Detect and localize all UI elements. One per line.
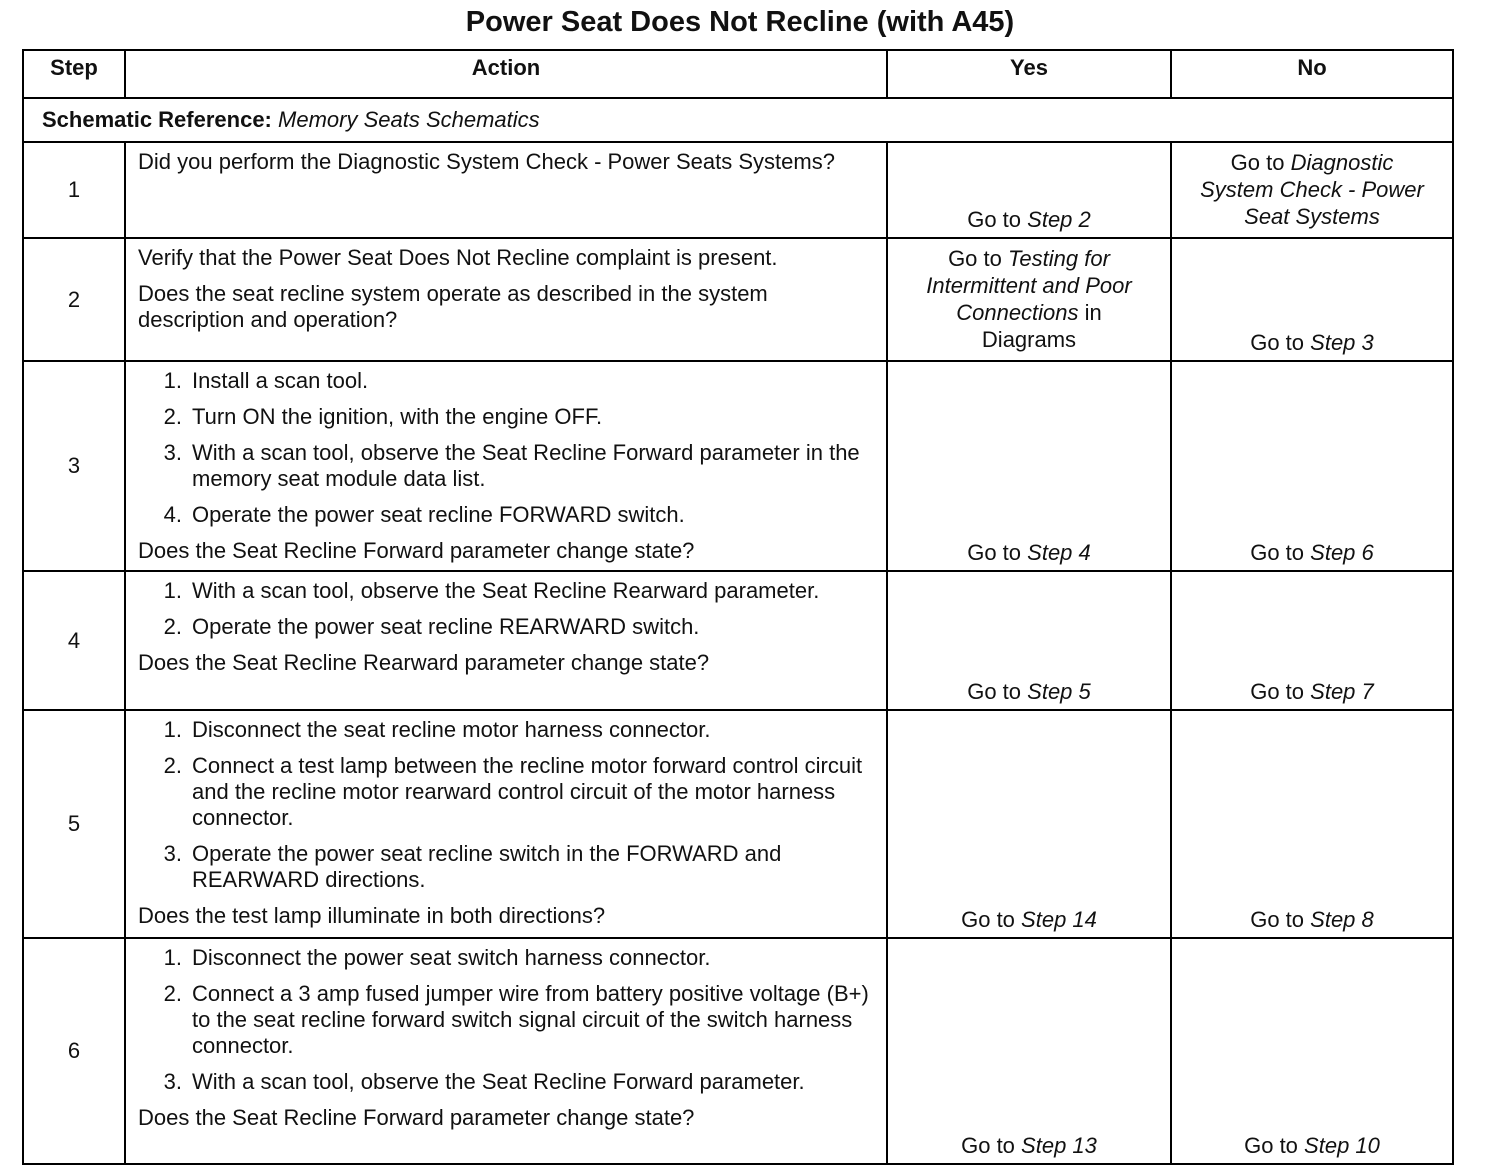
- action-question: Does the test lamp illuminate in both directions?: [138, 903, 606, 928]
- action-text: Did you perform the Diagnostic System Check - Power Seats Systems?: [138, 149, 835, 174]
- no-link[interactable]: Step 8: [1310, 907, 1374, 932]
- yes-prefix: Go to: [961, 907, 1015, 932]
- action-question: Does the seat recline system operate as described in the system description and operation?: [138, 281, 768, 332]
- header-yes: Yes: [887, 50, 1171, 98]
- yes-link[interactable]: Step 13: [1021, 1133, 1097, 1158]
- yes-link[interactable]: Step 5: [1027, 679, 1091, 704]
- no-cell: [1171, 710, 1453, 938]
- no-cell: [1171, 938, 1453, 1164]
- header-row: [23, 50, 1453, 98]
- no-link[interactable]: Step 6: [1310, 540, 1374, 565]
- no-cell: [1171, 571, 1453, 710]
- no-prefix: Go to: [1250, 330, 1305, 355]
- list-item: 2. Connect a 3 amp fused jumper wire from battery positive voltage (B+) to the seat recline forward switch signal circuit of the switch harness connector.: [163, 981, 869, 1058]
- list-item: 3. With a scan tool, observe the Seat Recline Forward parameter in the memory seat module data list.: [163, 440, 860, 491]
- no-link[interactable]: Step 3: [1310, 330, 1374, 355]
- step-number: 3: [23, 361, 125, 571]
- list-item: 1. With a scan tool, observe the Seat Recline Rearward parameter.: [163, 578, 820, 603]
- yes-cell: [887, 938, 1171, 1164]
- step-number: 1: [23, 142, 125, 238]
- no-prefix: Go to: [1230, 150, 1285, 175]
- list-item: 2. Connect a test lamp between the recline motor forward control circuit and the recline motor rearward control circuit of the motor harness connector.: [163, 753, 863, 830]
- header-action: Action: [125, 50, 887, 98]
- step-number: 4: [23, 571, 125, 710]
- table-row: [23, 361, 1453, 571]
- table-row: [23, 142, 1453, 238]
- action-cell: [125, 238, 887, 361]
- no-cell: [1171, 238, 1453, 361]
- no-prefix: Go to: [1250, 540, 1305, 565]
- yes-suffix: in Diagrams: [981, 300, 1102, 352]
- action-list: [138, 717, 876, 893]
- no-prefix: Go to: [1244, 1133, 1298, 1158]
- no-link[interactable]: Diagnostic System Check - Power Seat Systems: [1200, 150, 1424, 229]
- action-question: Does the Seat Recline Forward parameter change state?: [138, 1105, 695, 1130]
- yes-cell: [887, 710, 1171, 938]
- schematic-reference: [23, 98, 1453, 142]
- step-number: 6: [23, 938, 125, 1164]
- yes-link[interactable]: Testing for Intermittent and Poor Connections: [926, 246, 1132, 325]
- action-cell: [125, 142, 887, 238]
- no-prefix: Go to: [1250, 679, 1305, 704]
- no-prefix: Go to: [1250, 907, 1305, 932]
- yes-prefix: Go to: [967, 679, 1022, 704]
- yes-link[interactable]: Step 14: [1021, 907, 1097, 932]
- header-no: No: [1171, 50, 1453, 98]
- list-item: 4. Operate the power seat recline FORWARD switch.: [163, 502, 685, 527]
- page-title: Power Seat Does Not Recline (with A45): [465, 6, 1015, 38]
- yes-prefix: Go to: [961, 1133, 1015, 1158]
- table-row: [23, 571, 1453, 710]
- action-cell: [125, 710, 887, 938]
- yes-cell: [887, 238, 1171, 361]
- table-row: [23, 238, 1453, 361]
- list-item: 1. Disconnect the seat recline motor harness connector.: [163, 717, 711, 742]
- list-item: 3. Operate the power seat recline switch in the FORWARD and REARWARD directions.: [163, 841, 782, 892]
- action-cell: [125, 571, 887, 710]
- no-link[interactable]: Step 7: [1310, 679, 1374, 704]
- schematic-link[interactable]: Memory Seats Schematics: [278, 107, 540, 132]
- yes-prefix: Go to: [948, 246, 1002, 271]
- action-list: [138, 368, 876, 528]
- list-item: 1. Disconnect the power seat switch harness connector.: [163, 945, 711, 970]
- action-question: Does the Seat Recline Forward parameter change state?: [138, 538, 695, 563]
- table-row: [23, 710, 1453, 938]
- yes-cell: [887, 361, 1171, 571]
- list-item: 2. Operate the power seat recline REARWARD switch.: [163, 614, 700, 639]
- schematic-row: [23, 98, 1453, 142]
- yes-link[interactable]: Step 4: [1027, 540, 1091, 565]
- no-link[interactable]: Step 10: [1304, 1133, 1380, 1158]
- action-cell: [125, 361, 887, 571]
- step-number: 5: [23, 710, 125, 938]
- no-cell: [1171, 361, 1453, 571]
- yes-cell: [887, 571, 1171, 710]
- action-list: [138, 578, 876, 640]
- header-step: Step: [23, 50, 125, 98]
- table-row: [23, 938, 1453, 1164]
- list-item: 2. Turn ON the ignition, with the engine OFF.: [163, 404, 603, 429]
- action-text: Verify that the Power Seat Does Not Recline complaint is present.: [138, 245, 778, 270]
- action-question: Does the Seat Recline Rearward parameter change state?: [138, 650, 710, 675]
- yes-link[interactable]: Step 2: [1027, 207, 1091, 232]
- schematic-label: Schematic Reference:: [42, 107, 272, 132]
- list-item: 1. Install a scan tool.: [163, 368, 369, 393]
- list-item: 3. With a scan tool, observe the Seat Recline Forward parameter.: [163, 1069, 805, 1094]
- yes-prefix: Go to: [967, 207, 1022, 232]
- step-number: 2: [23, 238, 125, 361]
- no-cell: [1171, 142, 1453, 238]
- yes-prefix: Go to: [967, 540, 1022, 565]
- yes-cell: [887, 142, 1171, 238]
- diagnostic-table: [22, 49, 1454, 1165]
- action-list: [138, 945, 876, 1095]
- action-cell: [125, 938, 887, 1164]
